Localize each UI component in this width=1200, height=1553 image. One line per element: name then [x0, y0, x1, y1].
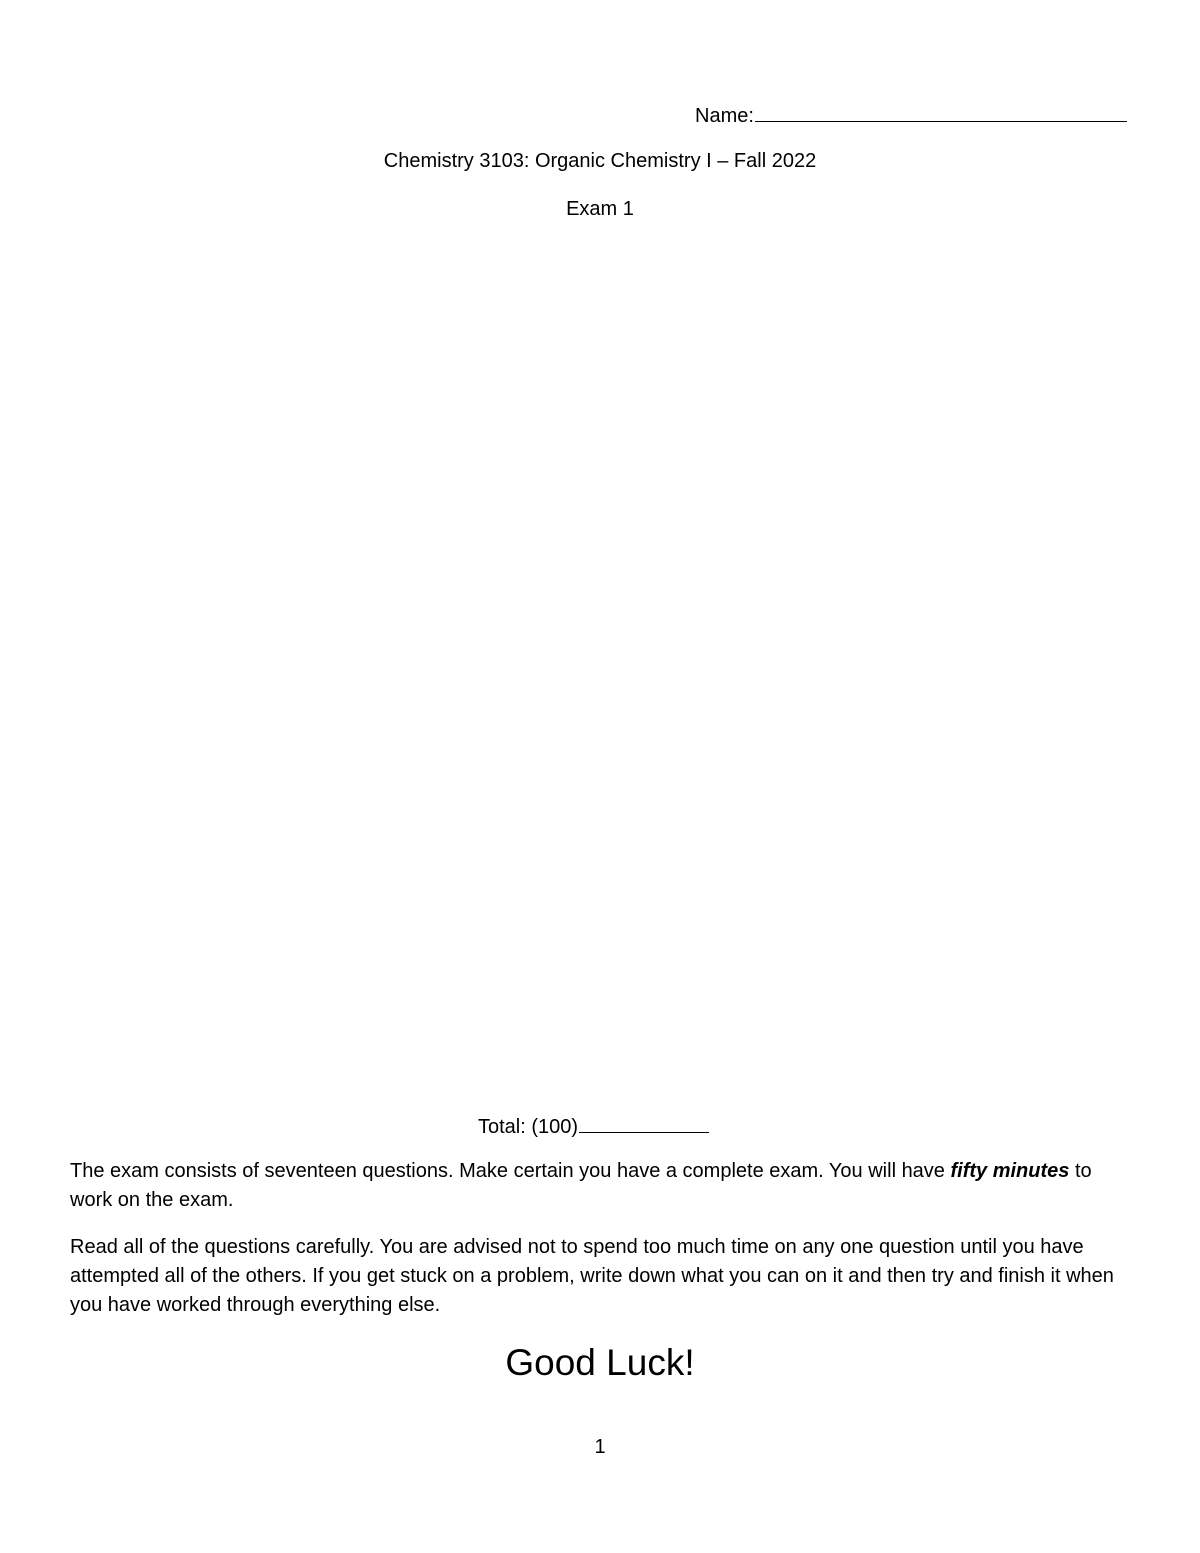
instructions-paragraph-1 — [70, 1157, 1132, 1215]
total-score-field — [478, 1112, 709, 1140]
name-field — [695, 101, 1127, 129]
instructions-text-1a: The exam consists of seventeen questions. Make certain you have a complete exam. You will have — [70, 1160, 951, 1182]
total-label: Total: (100) — [478, 1116, 579, 1138]
exam-title: Exam 1 — [566, 198, 634, 220]
instructions-paragraph-2: Read all of the questions carefully. You are advised not to spend too much time on any one question until you have attempted all of the others. If you get stuck on a problem, write down what you can on it and then try and finish it when you have worked through everything else. — [70, 1236, 1114, 1316]
name-blank-line[interactable] — [755, 101, 1127, 122]
instructions-emphasis: fifty minutes — [950, 1160, 1070, 1182]
name-label: Name: — [695, 105, 754, 127]
page-number: 1 — [594, 1436, 606, 1458]
course-title: Chemistry 3103: Organic Chemistry I – Fall 2022 — [383, 150, 817, 172]
total-blank-line[interactable] — [579, 1112, 709, 1133]
instructions-text-1b: to work on the exam. — [70, 1160, 1092, 1211]
good-luck-message: Good Luck! — [505, 1342, 695, 1383]
